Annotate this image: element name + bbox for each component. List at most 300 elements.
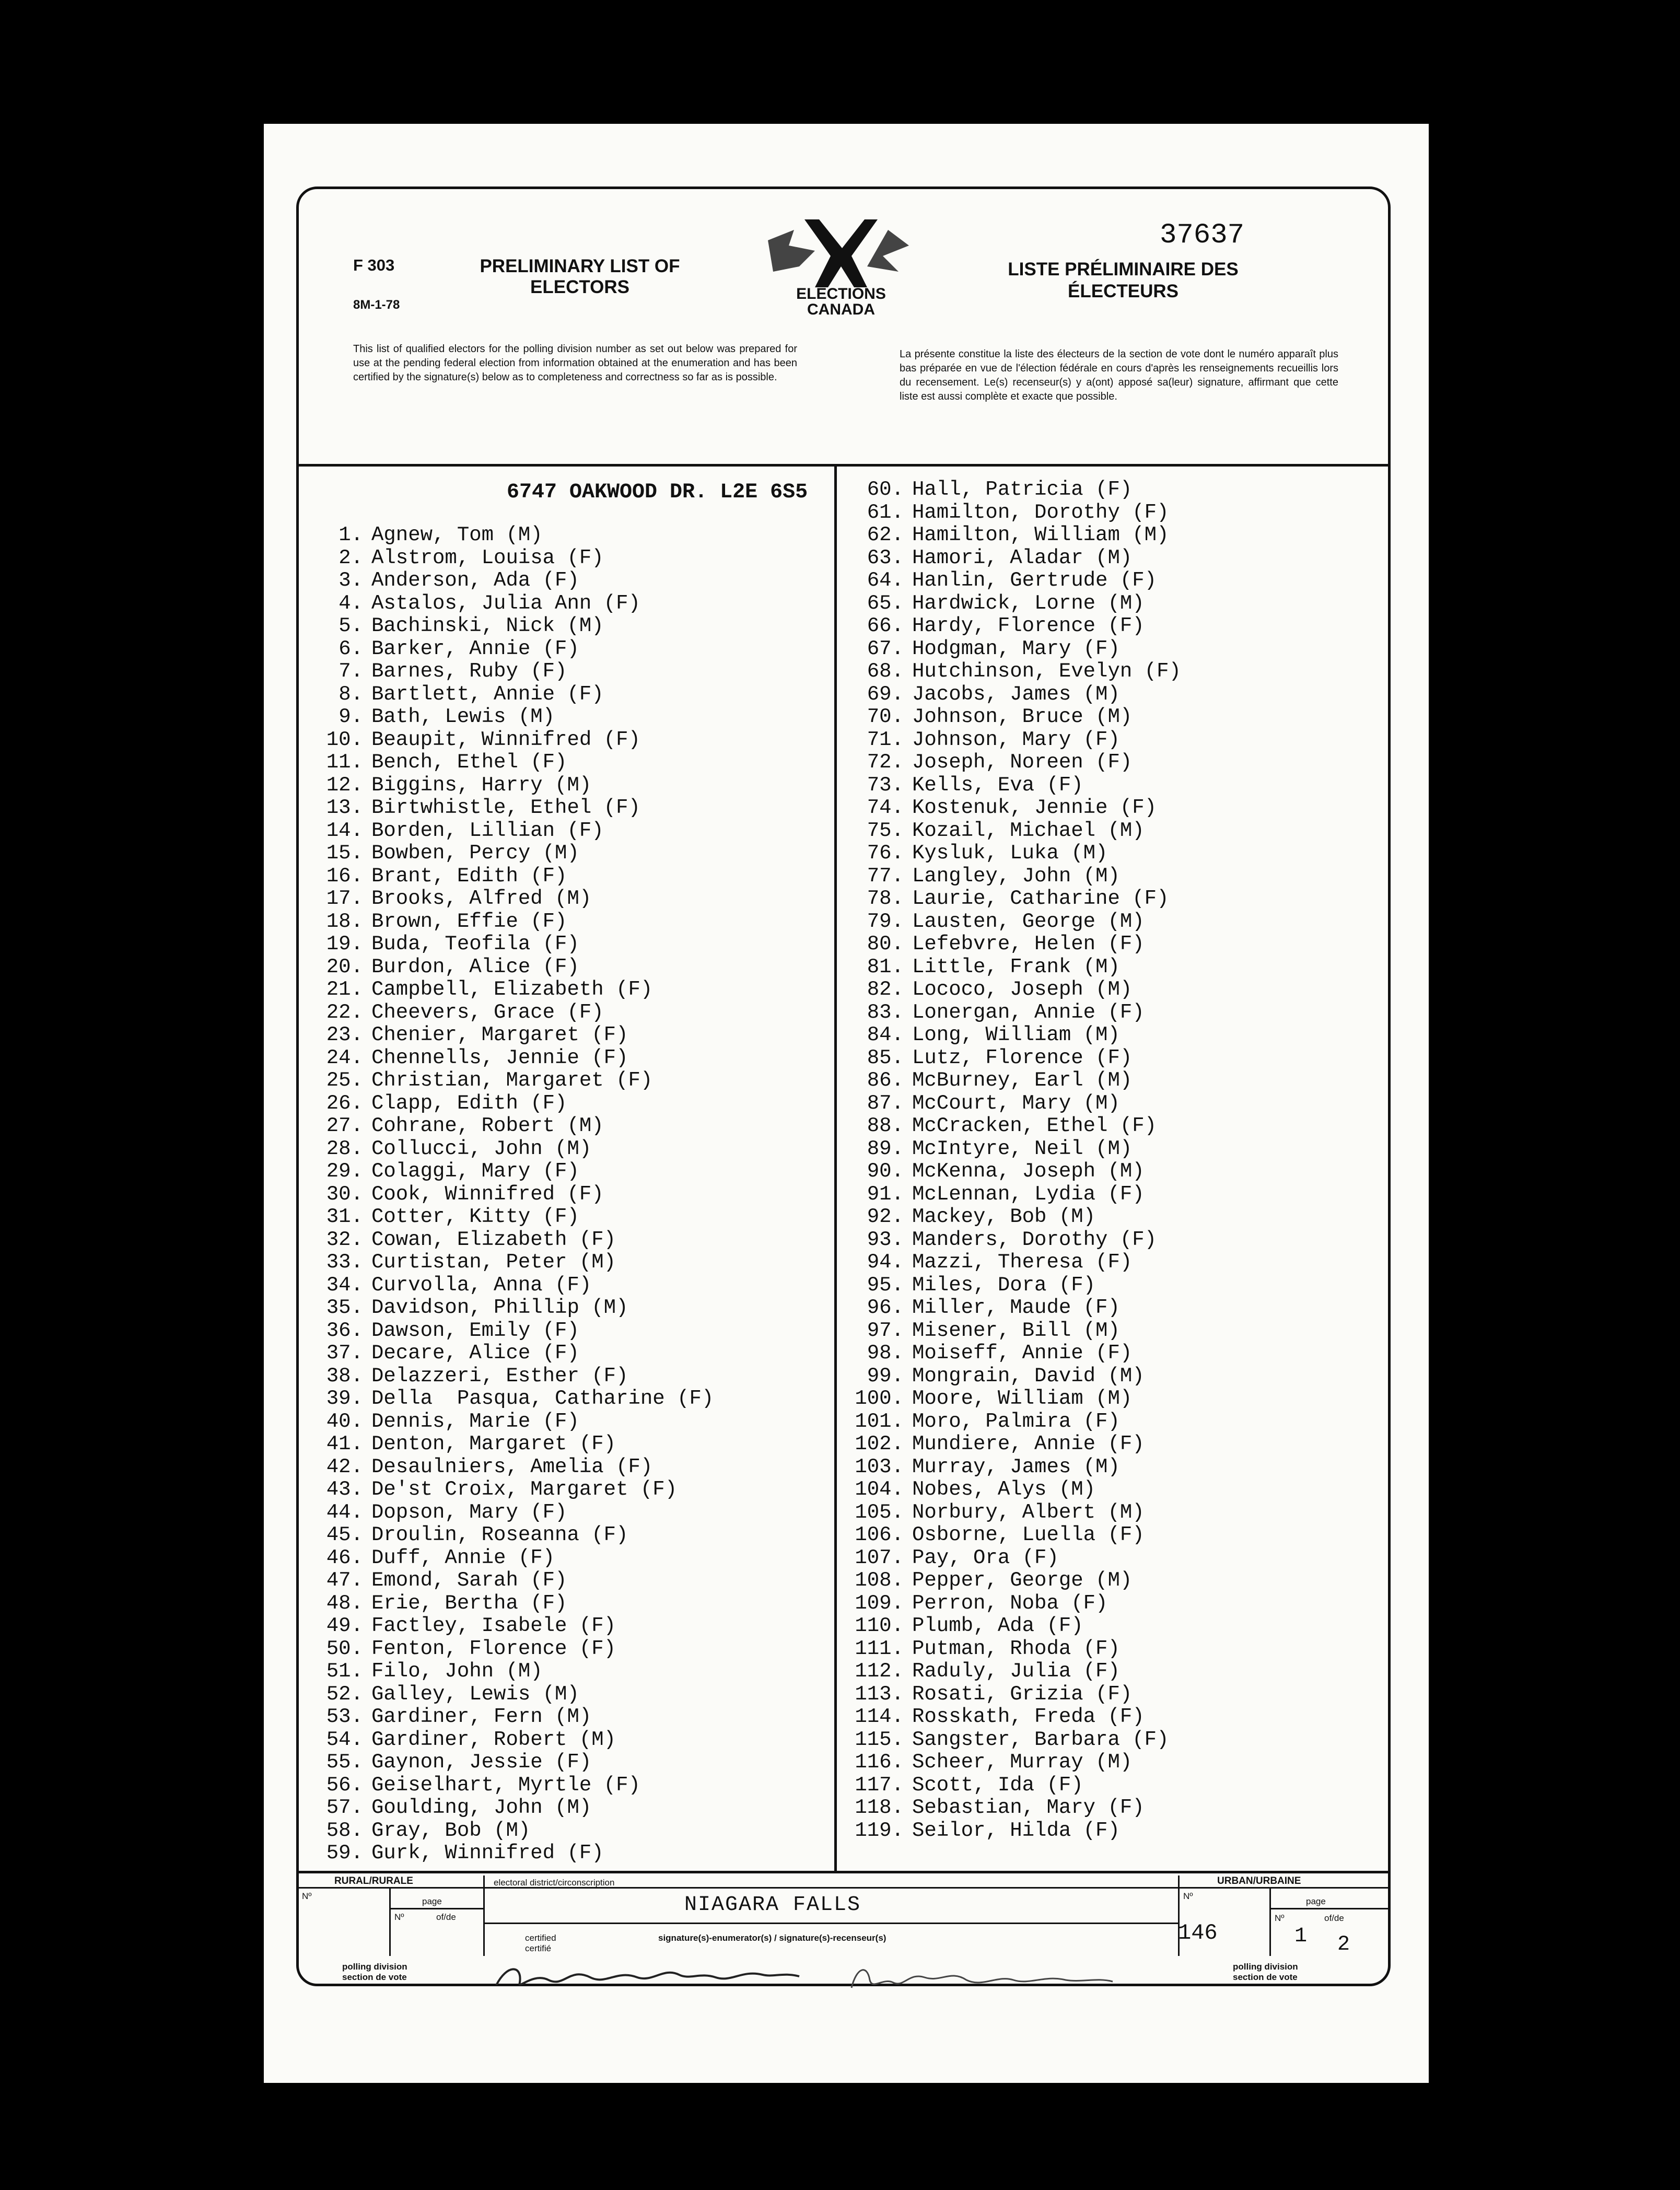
elector-entry bbox=[300, 1797, 714, 1820]
elector-name: Curtistan, Peter (M) bbox=[371, 1251, 616, 1274]
elector-name: Astalos, Julia Ann (F) bbox=[371, 591, 640, 615]
signature-label: signature(s)-enumerator(s) / signature(s)-recenseur(s) bbox=[658, 1933, 886, 1943]
elector-name: Chennells, Jennie (F) bbox=[371, 1046, 628, 1069]
district-line bbox=[483, 1923, 1178, 1924]
elector-number: 83. bbox=[867, 1000, 904, 1024]
elector-name: Cohrane, Robert (M) bbox=[371, 1114, 604, 1137]
certified-label: certified bbox=[525, 1933, 556, 1943]
rural-vline-2 bbox=[483, 1876, 485, 1956]
elector-name: McKenna, Joseph (M) bbox=[912, 1160, 1145, 1183]
elector-name: Buda, Teofila (F) bbox=[371, 933, 579, 956]
elector-entry bbox=[838, 1456, 1181, 1479]
urban-polling-division-number: 146 bbox=[1178, 1920, 1218, 1946]
elector-name: Rosskath, Freda (F) bbox=[912, 1705, 1145, 1728]
elector-entry bbox=[300, 1615, 714, 1638]
rural-no-label: Nº bbox=[302, 1891, 312, 1901]
elector-entry bbox=[838, 865, 1181, 888]
elector-name: Langley, John (M) bbox=[912, 864, 1120, 888]
elector-entry bbox=[838, 660, 1181, 683]
elector-name: Gaynon, Jessie (F) bbox=[371, 1751, 592, 1774]
elector-name: Plumb, Ada (F) bbox=[912, 1614, 1083, 1637]
elector-entry bbox=[300, 1047, 714, 1070]
elector-entry bbox=[300, 1229, 714, 1252]
elector-name: Putman, Rhoda (F) bbox=[912, 1637, 1120, 1660]
elector-number: 95. bbox=[867, 1273, 904, 1297]
elector-number: 57. bbox=[326, 1796, 363, 1819]
elector-number: 25. bbox=[326, 1069, 363, 1092]
elector-entry bbox=[300, 1024, 714, 1047]
elector-entry bbox=[838, 729, 1181, 752]
elector-entry bbox=[838, 569, 1181, 592]
elector-number: 74. bbox=[867, 796, 904, 819]
elector-entry bbox=[300, 1842, 714, 1865]
elector-name: Lefebvre, Helen (F) bbox=[912, 933, 1145, 956]
header-divider bbox=[299, 464, 1388, 467]
elector-name: Geiselhart, Myrtle (F) bbox=[371, 1773, 640, 1797]
elector-name: Denton, Margaret (F) bbox=[371, 1432, 616, 1455]
elector-number: 108. bbox=[855, 1569, 904, 1592]
elector-entry bbox=[838, 978, 1181, 1001]
elector-name: Mackey, Bob (M) bbox=[912, 1205, 1096, 1228]
title-french: LISTE PRÉLIMINAIRE DES ÉLECTEURS bbox=[1008, 259, 1239, 301]
polling-address: 6747 OAKWOOD DR. L2E 6S5 bbox=[507, 481, 808, 504]
elector-entry bbox=[300, 1569, 714, 1592]
elector-name: Emond, Sarah (F) bbox=[371, 1569, 567, 1592]
elector-name: Gardiner, Fern (M) bbox=[371, 1705, 592, 1728]
elector-name: Erie, Bertha (F) bbox=[371, 1591, 567, 1615]
elector-number: 17. bbox=[326, 887, 363, 910]
elector-entry bbox=[300, 1501, 714, 1524]
elector-number: 32. bbox=[326, 1228, 363, 1251]
elector-number: 31. bbox=[326, 1205, 363, 1228]
rural-polling-division-label: polling division bbox=[342, 1962, 407, 1972]
elector-name: Gray, Bob (M) bbox=[371, 1819, 531, 1842]
elector-name: Brown, Effie (F) bbox=[371, 910, 567, 933]
elector-name: McCracken, Ethel (F) bbox=[912, 1114, 1157, 1137]
elector-number: 36. bbox=[326, 1319, 363, 1342]
elector-entry bbox=[838, 1797, 1181, 1820]
elector-entry bbox=[838, 638, 1181, 661]
elector-name: Johnson, Mary (F) bbox=[912, 728, 1120, 751]
elector-number: 115. bbox=[855, 1728, 904, 1751]
elector-entry bbox=[838, 751, 1181, 774]
elector-entry bbox=[300, 1069, 714, 1092]
elector-name: Chenier, Margaret (F) bbox=[371, 1023, 628, 1046]
rural-page-of-label: of/de bbox=[436, 1912, 456, 1922]
elector-name: Dawson, Emily (F) bbox=[371, 1319, 579, 1342]
elector-number: 40. bbox=[326, 1409, 363, 1433]
elector-entry bbox=[838, 1047, 1181, 1070]
elector-name: Christian, Margaret (F) bbox=[371, 1069, 653, 1092]
elector-entry bbox=[300, 1456, 714, 1479]
elector-name: Hanlin, Gertrude (F) bbox=[912, 569, 1157, 592]
elector-name: Pay, Ora (F) bbox=[912, 1546, 1059, 1569]
elector-number: 21. bbox=[326, 978, 363, 1001]
elector-number: 37. bbox=[326, 1342, 363, 1365]
footer-divider bbox=[299, 1871, 1388, 1873]
elector-name: Kysluk, Luka (M) bbox=[912, 842, 1108, 865]
elector-entry bbox=[838, 1751, 1181, 1774]
elector-entry bbox=[838, 524, 1181, 547]
elector-entry bbox=[300, 1660, 714, 1683]
elector-number: 105. bbox=[855, 1500, 904, 1524]
elector-entry bbox=[300, 1206, 714, 1229]
urban-polling-division-label: polling division bbox=[1233, 1962, 1298, 1972]
elector-number: 61. bbox=[867, 500, 904, 524]
elector-name: Lonergan, Annie (F) bbox=[912, 1000, 1145, 1024]
elector-number: 35. bbox=[326, 1296, 363, 1319]
elector-name: Galley, Lewis (M) bbox=[371, 1682, 579, 1706]
elector-number: 49. bbox=[326, 1614, 363, 1637]
elector-entry bbox=[838, 1365, 1181, 1388]
elector-entry bbox=[838, 1024, 1181, 1047]
elector-number: 88. bbox=[867, 1114, 904, 1137]
rural-page-no-label: Nº bbox=[394, 1912, 404, 1922]
elector-name: Dopson, Mary (F) bbox=[371, 1500, 567, 1524]
elector-name: Fenton, Florence (F) bbox=[371, 1637, 616, 1660]
elector-name: Murray, James (M) bbox=[912, 1455, 1120, 1478]
elector-number: 116. bbox=[855, 1751, 904, 1774]
elector-number: 5. bbox=[339, 614, 363, 637]
elector-number: 89. bbox=[867, 1137, 904, 1160]
elector-entry bbox=[300, 1683, 714, 1706]
elector-name: Dennis, Marie (F) bbox=[371, 1409, 579, 1433]
elector-entry bbox=[300, 706, 714, 729]
elector-name: Scott, Ida (F) bbox=[912, 1773, 1083, 1797]
elector-entry bbox=[300, 1297, 714, 1320]
elector-entry bbox=[300, 592, 714, 615]
elector-number: 100. bbox=[855, 1387, 904, 1410]
elector-number: 102. bbox=[855, 1432, 904, 1455]
elector-entry bbox=[838, 797, 1181, 820]
elector-number: 13. bbox=[326, 796, 363, 819]
elector-entry bbox=[838, 1411, 1181, 1434]
elector-name: Hall, Patricia (F) bbox=[912, 478, 1133, 501]
elector-name: Osborne, Luella (F) bbox=[912, 1523, 1145, 1546]
elector-entry bbox=[300, 1524, 714, 1547]
elector-number: 27. bbox=[326, 1114, 363, 1137]
elector-name: Bartlett, Annie (F) bbox=[371, 682, 604, 706]
urban-page-number: 1 bbox=[1294, 1925, 1308, 1948]
elector-name: Brant, Edith (F) bbox=[371, 864, 567, 888]
elector-name: Moore, William (M) bbox=[912, 1387, 1133, 1410]
logo-text: ELECTIONS CANADA bbox=[796, 285, 886, 318]
elector-entry bbox=[838, 502, 1181, 525]
elector-number: 90. bbox=[867, 1160, 904, 1183]
column-divider bbox=[834, 467, 837, 1871]
intro-french: La présente constitue la liste des électeurs de la section de vote dont le numéro apparaît plus bas préparée en vue de l'élection fédérale en cours d'après les renseignements recueillis lors du recensement. Le(s) recenseur(s) y a(ont) apposé sa(leur) signature, affirmant que cette liste est aussi complète et exacte que possible. bbox=[900, 348, 1338, 402]
elector-number: 53. bbox=[326, 1705, 363, 1728]
elector-name: Birtwhistle, Ethel (F) bbox=[371, 796, 640, 819]
urban-page-label: page bbox=[1306, 1896, 1326, 1906]
elector-entry bbox=[300, 1411, 714, 1434]
elector-name: Miles, Dora (F) bbox=[912, 1273, 1096, 1297]
elector-entry bbox=[300, 1138, 714, 1161]
elector-number: 43. bbox=[326, 1478, 363, 1501]
elector-entry bbox=[838, 1683, 1181, 1706]
elector-name: Colaggi, Mary (F) bbox=[371, 1160, 579, 1183]
elector-name: Pepper, George (M) bbox=[912, 1569, 1133, 1592]
elector-number: 30. bbox=[326, 1182, 363, 1206]
elector-entry bbox=[300, 1365, 714, 1388]
elector-name: McIntyre, Neil (M) bbox=[912, 1137, 1133, 1160]
elector-name: Misener, Bill (M) bbox=[912, 1319, 1120, 1342]
elector-entry bbox=[838, 1320, 1181, 1343]
elector-entry bbox=[838, 1638, 1181, 1661]
elector-name: Hardwick, Lorne (M) bbox=[912, 591, 1145, 615]
elector-number: 10. bbox=[326, 728, 363, 751]
elector-number: 3. bbox=[339, 569, 363, 592]
elector-number: 28. bbox=[326, 1137, 363, 1160]
elector-entry bbox=[300, 1388, 714, 1411]
elector-name: Lutz, Florence (F) bbox=[912, 1046, 1133, 1069]
elector-number: 70. bbox=[867, 705, 904, 728]
elector-entry bbox=[300, 683, 714, 706]
elector-entry bbox=[300, 1115, 714, 1138]
elector-entry bbox=[838, 820, 1181, 843]
elector-number: 38. bbox=[326, 1364, 363, 1388]
elector-name: Della Pasqua, Catharine (F) bbox=[371, 1387, 714, 1410]
elector-entry bbox=[838, 479, 1181, 502]
elector-name: Moiseff, Annie (F) bbox=[912, 1342, 1133, 1365]
urban-page-line bbox=[1269, 1908, 1388, 1909]
urban-vline-2 bbox=[1269, 1888, 1271, 1956]
elector-entry bbox=[300, 524, 714, 547]
elector-number: 59. bbox=[326, 1842, 363, 1865]
elector-name: Scheer, Murray (M) bbox=[912, 1751, 1133, 1774]
elector-number: 92. bbox=[867, 1205, 904, 1228]
elector-number: 96. bbox=[867, 1296, 904, 1319]
elector-name: Anderson, Ada (F) bbox=[371, 569, 579, 592]
rural-label: RURAL/RURALE bbox=[334, 1876, 413, 1886]
elector-number: 65. bbox=[867, 591, 904, 615]
elector-number: 50. bbox=[326, 1637, 363, 1660]
elector-number: 22. bbox=[326, 1000, 363, 1024]
elector-number: 72. bbox=[867, 751, 904, 774]
elector-number: 55. bbox=[326, 1751, 363, 1774]
elector-name: Delazzeri, Esther (F) bbox=[371, 1364, 628, 1388]
elector-number: 118. bbox=[855, 1796, 904, 1819]
elector-entry bbox=[300, 1820, 714, 1843]
elector-entry bbox=[838, 888, 1181, 911]
elector-entry bbox=[300, 1274, 714, 1297]
elector-number: 66. bbox=[867, 614, 904, 637]
elector-entry bbox=[300, 569, 714, 592]
elector-name: McCourt, Mary (M) bbox=[912, 1091, 1120, 1115]
elector-name: Laurie, Catharine (F) bbox=[912, 887, 1169, 910]
elector-name: Seilor, Hilda (F) bbox=[912, 1819, 1120, 1842]
elector-entry bbox=[300, 956, 714, 979]
elector-name: De'st Croix, Margaret (F) bbox=[371, 1478, 678, 1501]
footer-row-line bbox=[299, 1887, 1388, 1889]
elector-number: 94. bbox=[867, 1251, 904, 1274]
elector-entry bbox=[838, 1274, 1181, 1297]
elector-entry bbox=[838, 1388, 1181, 1411]
elector-entry bbox=[838, 1706, 1181, 1729]
elector-name: Little, Frank (M) bbox=[912, 955, 1120, 978]
elector-number: 84. bbox=[867, 1023, 904, 1046]
elector-entry bbox=[838, 1251, 1181, 1274]
elector-name: Cheevers, Grace (F) bbox=[371, 1000, 604, 1024]
elector-number: 60. bbox=[867, 478, 904, 501]
elector-entry bbox=[300, 933, 714, 956]
elector-number: 6. bbox=[339, 637, 363, 660]
elector-name: Goulding, John (M) bbox=[371, 1796, 592, 1819]
elector-number: 45. bbox=[326, 1523, 363, 1546]
elector-number: 98. bbox=[867, 1342, 904, 1365]
elector-number: 41. bbox=[326, 1432, 363, 1455]
elector-number: 39. bbox=[326, 1387, 363, 1410]
electors-list-left bbox=[300, 524, 714, 1865]
elector-entry bbox=[300, 1478, 714, 1501]
elector-number: 51. bbox=[326, 1660, 363, 1683]
elector-number: 67. bbox=[867, 637, 904, 660]
elector-number: 85. bbox=[867, 1046, 904, 1069]
elector-number: 52. bbox=[326, 1682, 363, 1706]
elector-name: Biggins, Harry (M) bbox=[371, 773, 592, 797]
elector-number: 109. bbox=[855, 1591, 904, 1615]
elector-entry bbox=[838, 1615, 1181, 1638]
elector-name: Brooks, Alfred (M) bbox=[371, 887, 592, 910]
elector-name: Lausten, George (M) bbox=[912, 910, 1145, 933]
elector-name: Barnes, Ruby (F) bbox=[371, 660, 567, 683]
elector-number: 48. bbox=[326, 1591, 363, 1615]
elector-entry bbox=[838, 1297, 1181, 1320]
elector-number: 56. bbox=[326, 1773, 363, 1797]
district-label: electoral district/circonscription bbox=[494, 1878, 615, 1888]
elector-name: Desaulniers, Amelia (F) bbox=[371, 1455, 653, 1478]
elector-name: Long, William (M) bbox=[912, 1023, 1120, 1046]
elector-name: Agnew, Tom (M) bbox=[371, 523, 543, 546]
elector-name: Raduly, Julia (F) bbox=[912, 1660, 1120, 1683]
elector-entry bbox=[838, 1069, 1181, 1092]
elector-name: Factley, Isabele (F) bbox=[371, 1614, 616, 1637]
elector-entry bbox=[300, 1320, 714, 1343]
rural-section-label: section de vote bbox=[342, 1972, 407, 1982]
elector-name: Joseph, Noreen (F) bbox=[912, 751, 1133, 774]
elector-entry bbox=[838, 706, 1181, 729]
elector-number: 16. bbox=[326, 864, 363, 888]
elector-name: Kozail, Michael (M) bbox=[912, 819, 1145, 842]
elector-number: 79. bbox=[867, 910, 904, 933]
elector-name: Gurk, Winnifred (F) bbox=[371, 1842, 604, 1865]
elector-entry bbox=[838, 1660, 1181, 1683]
elector-entry bbox=[838, 1478, 1181, 1501]
urban-no-label: Nº bbox=[1183, 1891, 1193, 1901]
elector-entry bbox=[838, 911, 1181, 934]
elector-name: Campbell, Elizabeth (F) bbox=[371, 978, 653, 1001]
elector-number: 107. bbox=[855, 1546, 904, 1569]
elector-name: Jacobs, James (M) bbox=[912, 682, 1120, 706]
elector-number: 19. bbox=[326, 933, 363, 956]
elector-entry bbox=[838, 615, 1181, 638]
elector-number: 117. bbox=[855, 1773, 904, 1797]
intro-english: This list of qualified electors for the polling division number as set out below was prepared for use at the pending federal election from information obtained at the enumeration and has been certified by the signature(s) below as to completeness and correctness so far as is possible. bbox=[353, 343, 797, 383]
elector-number: 110. bbox=[855, 1614, 904, 1637]
elector-name: Lococo, Joseph (M) bbox=[912, 978, 1133, 1001]
elector-name: Hamori, Aladar (M) bbox=[912, 546, 1133, 569]
elector-entry bbox=[300, 1183, 714, 1206]
elector-entry bbox=[838, 1115, 1181, 1138]
elector-name: Decare, Alice (F) bbox=[371, 1342, 579, 1365]
elector-number: 64. bbox=[867, 569, 904, 592]
elector-number: 54. bbox=[326, 1728, 363, 1751]
elector-entry bbox=[300, 751, 714, 774]
elector-name: Alstrom, Louisa (F) bbox=[371, 546, 604, 569]
elector-number: 101. bbox=[855, 1409, 904, 1433]
elector-entry bbox=[300, 1729, 714, 1752]
elector-number: 4. bbox=[339, 591, 363, 615]
elector-name: Nobes, Alys (M) bbox=[912, 1478, 1096, 1501]
elector-number: 12. bbox=[326, 773, 363, 797]
elector-entry bbox=[300, 911, 714, 934]
elector-entry bbox=[838, 1501, 1181, 1524]
elector-number: 75. bbox=[867, 819, 904, 842]
elector-name: Manders, Dorothy (F) bbox=[912, 1228, 1157, 1251]
elector-entry bbox=[838, 774, 1181, 797]
elector-number: 91. bbox=[867, 1182, 904, 1206]
elector-entry bbox=[300, 1751, 714, 1774]
elector-number: 113. bbox=[855, 1682, 904, 1706]
elector-entry bbox=[838, 1547, 1181, 1570]
elector-number: 47. bbox=[326, 1569, 363, 1592]
elector-number: 80. bbox=[867, 933, 904, 956]
elector-number: 46. bbox=[326, 1546, 363, 1569]
elector-entry bbox=[838, 592, 1181, 615]
elector-number: 81. bbox=[867, 955, 904, 978]
elector-entry bbox=[300, 1638, 714, 1661]
elector-entry bbox=[838, 1820, 1181, 1843]
elector-entry bbox=[300, 638, 714, 661]
elector-entry bbox=[838, 1001, 1181, 1024]
elector-number: 29. bbox=[326, 1160, 363, 1183]
elector-number: 119. bbox=[855, 1819, 904, 1842]
elector-entry bbox=[300, 1342, 714, 1365]
urban-page-of-label: of/de bbox=[1324, 1913, 1344, 1923]
elector-number: 20. bbox=[326, 955, 363, 978]
rural-page-line bbox=[389, 1908, 483, 1909]
elector-name: Burdon, Alice (F) bbox=[371, 955, 579, 978]
elector-number: 44. bbox=[326, 1500, 363, 1524]
elector-entry bbox=[838, 1138, 1181, 1161]
elector-name: Kells, Eva (F) bbox=[912, 773, 1083, 797]
elector-name: Sebastian, Mary (F) bbox=[912, 1796, 1145, 1819]
elector-name: Moro, Palmira (F) bbox=[912, 1409, 1120, 1433]
elector-number: 99. bbox=[867, 1364, 904, 1388]
elector-name: Borden, Lillian (F) bbox=[371, 819, 604, 842]
elector-entry bbox=[838, 1592, 1181, 1615]
elector-entry bbox=[300, 842, 714, 865]
elector-number: 7. bbox=[339, 660, 363, 683]
elector-entry bbox=[300, 978, 714, 1001]
urban-page-total: 2 bbox=[1337, 1933, 1350, 1956]
elector-entry bbox=[838, 1229, 1181, 1252]
elector-name: Hardy, Florence (F) bbox=[912, 614, 1145, 637]
elector-name: Gardiner, Robert (M) bbox=[371, 1728, 616, 1751]
elector-entry bbox=[300, 547, 714, 570]
elector-entry bbox=[838, 956, 1181, 979]
elector-number: 9. bbox=[339, 705, 363, 728]
elector-entry bbox=[838, 1569, 1181, 1592]
elector-name: Hamilton, William (M) bbox=[912, 523, 1169, 546]
elector-entry bbox=[838, 933, 1181, 956]
elector-entry bbox=[300, 1251, 714, 1274]
elector-name: Hodgman, Mary (F) bbox=[912, 637, 1120, 660]
elector-entry bbox=[300, 820, 714, 843]
elector-name: Bench, Ethel (F) bbox=[371, 751, 567, 774]
elector-number: 76. bbox=[867, 842, 904, 865]
elector-number: 11. bbox=[326, 751, 363, 774]
